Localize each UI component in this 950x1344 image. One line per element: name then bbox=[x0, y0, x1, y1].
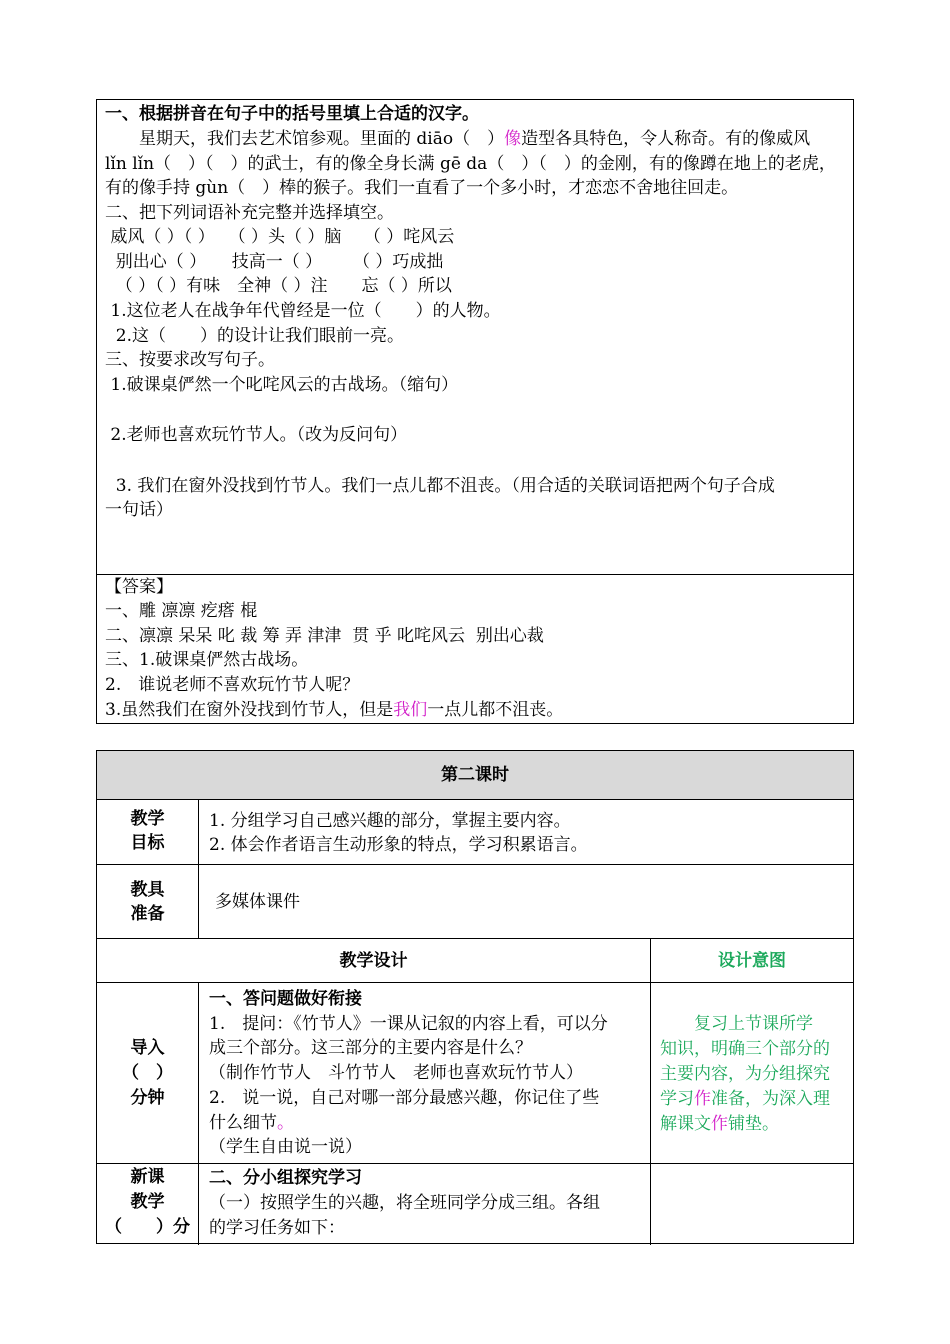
answer-1: 一、雕 凛凛 疙瘩 棍 bbox=[105, 601, 258, 621]
q3-sentence-3-cont: 一句话） bbox=[105, 500, 173, 520]
exercise-table bbox=[96, 99, 854, 724]
highlight-text: 我们 bbox=[393, 700, 428, 720]
new-lesson-title: 二、分小组探究学习 bbox=[209, 1168, 362, 1188]
q2-sentence-1: 1.这位老人在战争年代曾经是一位（ ）的人物。 bbox=[105, 301, 501, 321]
intent-header: 设计意图 bbox=[718, 951, 786, 971]
answer-4: 2. 谁说老师不喜欢玩竹节人呢？ bbox=[105, 675, 360, 695]
intro-line-5: 什么细节。 bbox=[209, 1113, 294, 1133]
intent-text: 复习上节课所学 知识，明确三个部分的 主要内容，为分组探究 学习作准备，为深入理 解课文作铺垫。 bbox=[660, 1014, 830, 1134]
new-lesson-line-2: 的学习任务如下： bbox=[209, 1218, 345, 1238]
q2-title: 二、把下列词语补充完整并选择填空。 bbox=[105, 203, 394, 223]
intro-line-1: 1. 提问：《竹节人》一课从记叙的内容上看，可以分 bbox=[209, 1014, 608, 1034]
tools-label: 教具 准备 bbox=[130, 880, 165, 924]
q2-row-1: 威风（ ）（ ） （ ）头（ ）脑 （ ）咤风云 bbox=[105, 227, 455, 247]
q2-row-2: 别出心（ ） 技高一（ ） （ ）巧成拙 bbox=[105, 252, 444, 272]
highlight-text: 像 bbox=[504, 129, 522, 149]
q1-line-3: 有的像手持 gùn（ ）棒的猴子。我们一直看了一个多小时，才恋恋不舍地往回走。 bbox=[105, 178, 739, 198]
lesson-title: 第二课时 bbox=[97, 751, 853, 799]
goal-1: 1. 分组学习自己感兴趣的部分，掌握主要内容。 bbox=[209, 811, 571, 831]
q1-title: 一、根据拼音在句子中的括号里填上合适的汉字。 bbox=[105, 104, 479, 124]
intro-line-3: （制作竹节人 斗竹节人 老师也喜欢玩竹节人） bbox=[209, 1063, 583, 1083]
q3-sentence-1: 1.破课桌俨然一个叱咤风云的古战场。（缩句） bbox=[105, 375, 459, 395]
lesson-table bbox=[96, 750, 854, 1244]
answer-3: 三、1.破课桌俨然古战场。 bbox=[105, 650, 309, 670]
answer-header: 【答案】 bbox=[105, 577, 173, 597]
intro-line-2: 成三个部分。这三部分的主要内容是什么？ bbox=[209, 1038, 532, 1058]
answer-divider bbox=[97, 574, 853, 575]
answer-5: 3.虽然我们在窗外没找到竹节人，但是我们一点儿都不沮丧。 bbox=[105, 700, 564, 720]
new-lesson-line-1: （一）按照学生的兴趣，将全班同学分成三组。各组 bbox=[209, 1193, 600, 1213]
answer-2: 二、凛凛 呆呆 叱 裁 筹 弄 津津 贯 乎 叱咤风云 别出心裁 bbox=[105, 626, 544, 646]
q3-sentence-2: 2.老师也喜欢玩竹节人。（改为反问句） bbox=[105, 425, 408, 445]
intro-label: 导入 （ ） 分钟 bbox=[122, 1038, 173, 1108]
goal-2: 2. 体会作者语言生动形象的特点，学习积累语言。 bbox=[209, 835, 588, 855]
new-lesson-label: 新课 教学 （ ）分 bbox=[105, 1167, 190, 1237]
goals-label: 教学 目标 bbox=[130, 809, 165, 853]
q3-sentence-3: 3. 我们在窗外没找到竹节人。我们一点儿都不沮丧。（用合适的关联词语把两个句子合成 bbox=[105, 476, 775, 496]
q1-line-2: lǐn lǐn（ ）（ ）的武士，有的像全身长满 gē da（ ）（ ）的金刚，有的像蹲在地上的老虎， bbox=[105, 154, 836, 174]
q2-sentence-2: 2.这（ ）的设计让我们眼前一亮。 bbox=[105, 326, 405, 346]
tools-value: 多媒体课件 bbox=[215, 892, 300, 912]
intro-line-6: （学生自由说一说） bbox=[209, 1137, 362, 1157]
q2-row-3: （ ）（ ）有味 全神（ ）注 忘（ ）所以 bbox=[105, 276, 452, 296]
design-header: 教学设计 bbox=[339, 951, 408, 971]
intro-title: 一、答问题做好衔接 bbox=[209, 989, 362, 1009]
intro-line-4: 2. 说一说，自己对哪一部分最感兴趣，你记住了些 bbox=[209, 1088, 600, 1108]
q3-title: 三、按要求改写句子。 bbox=[105, 350, 275, 370]
q1-line-1: 星期天，我们去艺术馆参观。里面的 diāo（ ）像造型各具特色，令人称奇。有的像威风 bbox=[105, 129, 811, 149]
